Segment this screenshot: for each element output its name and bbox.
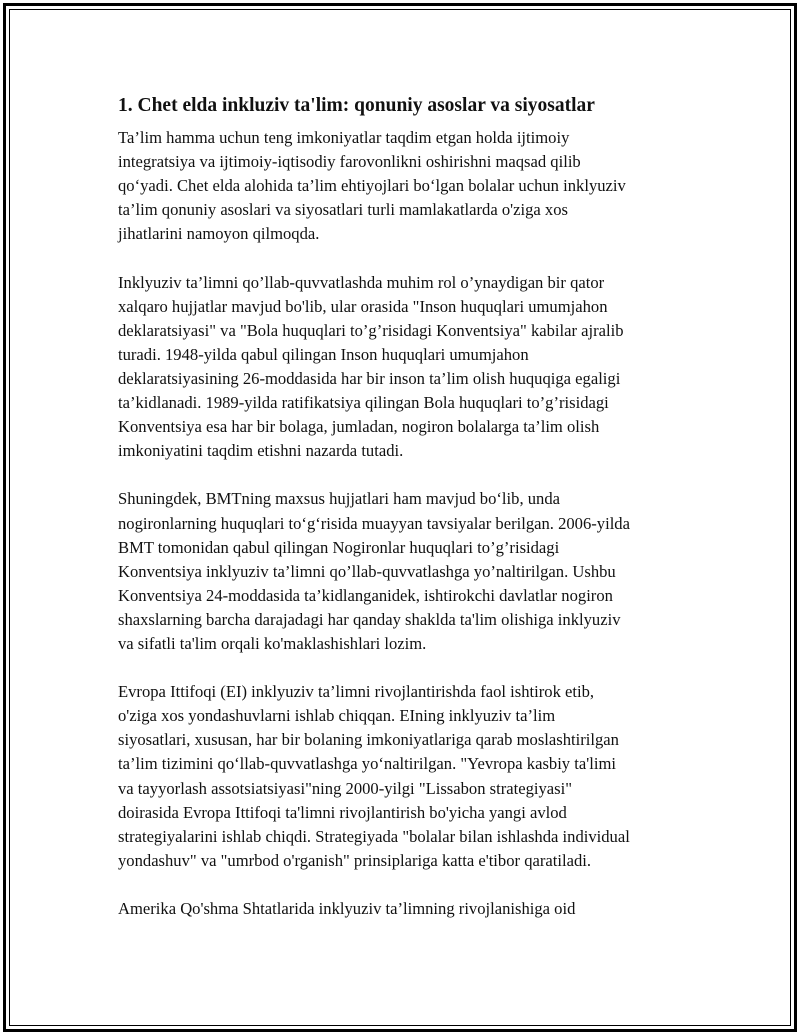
text-line: nogironlarning huquqlari to‘g‘risida muayyan tavsiyalar berilgan. 2006-yilda [118,513,630,533]
text-line: deklaratsiyasi" va "Bola huquqlari to’g’risidagi Konventsiya" kabilar ajralib [118,320,624,340]
text-line: deklaratsiyasining 26-moddasida har bir inson ta’lim olish huquqiga egaligi [118,368,621,388]
text-line: BMT tomonidan qabul qilingan Nogironlar huquqlari to’g’risidagi [118,537,560,557]
text-line: Konventsiya inklyuziv ta’limni qo’llab-quvvatlashga yo’naltirilgan. Ushbu [118,561,616,581]
paragraph-1 [118,126,688,246]
text-line: Ta’lim hamma uchun teng imkoniyatlar taqdim etgan holda ijtimoiy [118,128,570,147]
text-line: ta’kidlanadi. 1989-yilda ratifikatsiya qilingan Bola huquqlari to’g’risidagi [118,393,609,413]
text-line: integratsiya va ijtimoiy-iqtisodiy farovonlikni oshirishni maqsad qilib [118,152,581,172]
paragraph-5 [118,897,688,921]
text-line: qo‘yadi. Chet elda alohida ta’lim ehtiyojlari bo‘lgan bolalar uchun inklyuziv [118,176,626,196]
text-line: xalqaro hujjatlar mavjud bo'lib, ular orasida "Inson huquqlari umumjahon [118,296,608,316]
text-line: Inklyuziv ta’limni qo’llab-quvvatlashda muhim rol o’ynaydigan bir qator [118,272,605,292]
text-line: va sifatli ta'lim orqali ko'maklashishlari lozim. [118,633,427,653]
text-line: Konventsiya 24-moddasida ta’kidlanganidek, ishtirokchi davlatlar nogiron [118,585,613,605]
text-line: Evropa Ittifoqi (EI) inklyuziv ta’limni rivojlantirishda faol ishtirok etib, [118,682,595,702]
text-line: ta’lim tizimini qo‘llab-quvvatlashga yo‘naltirilgan. "Yevropa kasbiy ta'limi [118,754,616,774]
text-line: strategiyalarini ishlab chiqdi. Strategiyada "bolalar bilan ishlashda individual [118,826,630,846]
text-line: ta’lim qonuniy asoslari va siyosatlari turli mamlakatlarda o'ziga xos [118,200,568,220]
text-line: imkoniyatini taqdim etishni nazarda tutadi. [118,441,404,461]
text-line: turadi. 1948-yilda qabul qilingan Inson huquqlari umumjahon [118,344,529,364]
text-line: yondashuv" va "umrbod o'rganish" prinsiplariga katta e'tibor qaratiladi. [118,850,591,870]
text-line: Shuningdek, BMTning maxsus hujjatlari ham mavjud bo‘lib, unda [118,489,560,509]
text-line: va tayyorlash assotsiatsiyasi"ning 2000-yilgi "Lissabon strategiyasi" [118,778,573,798]
section-heading: 1. Chet elda inkluziv ta'lim: qonuniy asoslar va siyosatlar [118,95,595,116]
text-line: Amerika Qo'shma Shtatlarida inklyuziv ta’limning rivojlanishiga oid [118,899,576,918]
text-line: o'ziga xos yondashuvlarni ishlab chiqqan. EIning inklyuziv ta’lim [118,706,556,726]
paragraph-3 [118,487,688,656]
document-body [118,94,688,945]
paragraph-2 [118,271,688,464]
text-line: siyosatlari, xususan, har bir bolaning imkoniyatlariga qarab moslashtirilgan [118,730,619,750]
text-line: doirasida Evropa Ittifoqi ta'limni rivojlantirish bo'yicha yangi avlod [118,802,567,822]
text-line: Konventsiya esa har bir bolaga, jumladan, nogiron bolalarga ta’lim olish [118,417,600,437]
text-line: jihatlarini namoyon qilmoqda. [118,224,320,244]
paragraph-4 [118,680,688,873]
text-line: shaxslarning barcha darajadagi har qanday shaklda ta'lim olishiga inklyuziv [118,609,621,629]
